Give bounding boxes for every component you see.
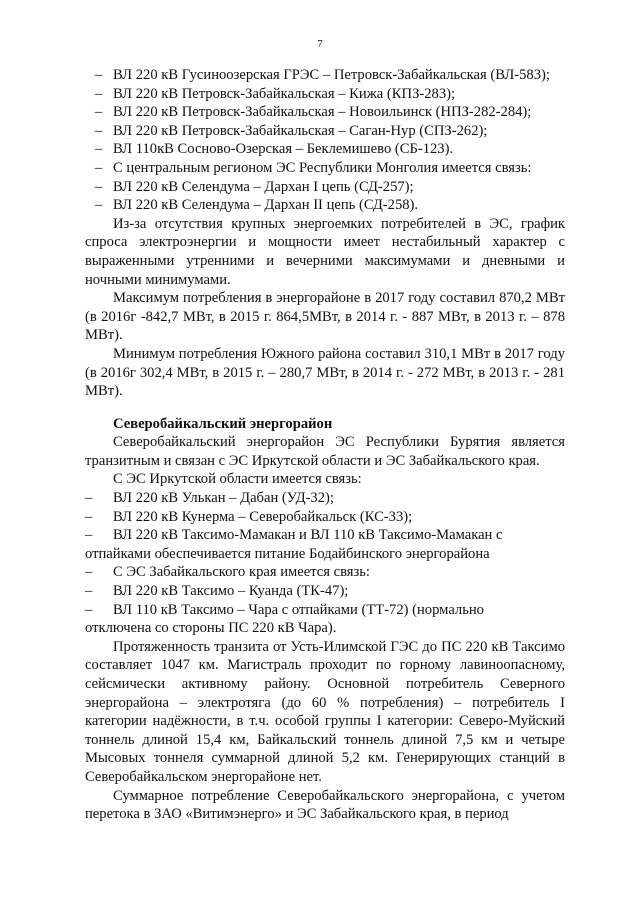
dash-marker: – bbox=[85, 490, 93, 507]
list-item: – ВЛ 220 кВ Гусиноозерская ГРЭС – Петровск-Забайкальская (ВЛ-583); bbox=[95, 67, 550, 83]
list-item-continuation: отключена со стороны ПС 220 кВ Чара). bbox=[85, 620, 337, 637]
list-item: – ВЛ 110 кВ Таксимо – Чара с отпайками (ТТ-72) (нормально bbox=[85, 601, 484, 618]
list-item: – ВЛ 220 кВ Селендума – Дархан I цепь (СД-257); bbox=[95, 178, 414, 195]
list-item: – ВЛ 220 кВ Таксимо-Мамакан и ВЛ 110 кВ Таксимо-Мамакан с bbox=[85, 527, 503, 544]
list-item: – ВЛ 220 кВ Селендума – Дархан II цепь (СД-258). bbox=[95, 197, 419, 214]
section-heading: Северобайкальский энергорайон bbox=[113, 415, 333, 432]
paragraph-demand-profile: Из-за отсутствия крупных энергоемких потребителей в ЭС, график спроса электроэнергии и мощности имеет нестабильный характер с выраженными утренними и вечерними максимумами и дневными и ночными минимумами. bbox=[85, 215, 565, 288]
dash-marker: – bbox=[85, 527, 93, 544]
paragraph-minimum-consumption: Минимум потребления Южного района составил 310,1 МВт в 2017 году (в 2016г 302,4 МВт, в 2015 г. – 280,7 МВт, в 2014 г. - 272 МВт, в 2013 г. - 281 МВт). bbox=[85, 345, 565, 400]
dash-marker: – bbox=[95, 141, 103, 158]
list-item: – С центральным регионом ЭС Республики Монголия имеется связь: bbox=[95, 159, 532, 176]
dash-marker: – bbox=[95, 104, 103, 121]
list-item: – ВЛ 220 кВ Улькан – Дабан (УД-32); bbox=[85, 490, 334, 507]
list-item: – ВЛ 110кВ Сосново-Озерская – Беклемишево (СБ-123). bbox=[95, 141, 454, 158]
list-item: – ВЛ 220 кВ Кунерма – Северобайкальск (КС-33); bbox=[85, 508, 413, 525]
dash-marker: – bbox=[95, 178, 103, 195]
list-item: – ВЛ 220 кВ Петровск-Забайкальская – Новоильинск (НПЗ-282-284); bbox=[95, 104, 532, 121]
list-item: – ВЛ 220 кВ Петровск-Забайкальская – Кижа (КПЗ-283); bbox=[95, 85, 456, 102]
paragraph-transit-description: Северобайкальский энергорайон ЭС Республики Бурятия является транзитным и связан с ЭС Иркутской области и ЭС Забайкальского края. bbox=[85, 434, 565, 469]
irkutsk-connections-intro: С ЭС Иркутской области имеется связь: bbox=[113, 471, 362, 488]
document-body bbox=[85, 66, 565, 824]
paragraph-maximum-consumption: Максимум потребления в энергорайоне в 2017 году составил 870,2 МВт (в 2016г -842,7 МВт, в 2015 г. 864,5МВт, в 2014 г. - 887 МВт, в 2013 г. – 878 МВт). bbox=[85, 290, 565, 344]
dash-marker: – bbox=[85, 601, 93, 618]
dash-marker: – bbox=[95, 122, 103, 139]
dash-marker: – bbox=[95, 197, 103, 214]
dash-marker: – bbox=[85, 564, 93, 581]
paragraph-total-consumption: Суммарное потребление Северобайкальского энергорайона, с учетом перетока в ЗАО «Витимэнерго» и ЭС Забайкальского края, в период bbox=[85, 787, 565, 823]
paragraph-transit-length: Протяженность транзита от Усть-Илимской ГЭС до ПС 220 кВ Таксимо составляет 1047 км. Магистраль проходит по горному лавиноопасному, сейсмически активному району. Основной потребитель Северного энергорайона – электротяга (до 60 % потребления) – потребитель I категории надёжности, в т.ч. особой группы I категории: Северо-Муйский тоннель длиной 15,4 км, Байкальский тоннель длиной 7,5 км и четыре Мысовых тоннеля суммарной длиной 5,2 км. Генерирующих станций в Северобайкальском энергорайоне нет. bbox=[85, 638, 565, 785]
dash-marker: – bbox=[85, 583, 93, 600]
dash-marker: – bbox=[95, 159, 103, 176]
dash-marker: – bbox=[85, 508, 93, 525]
dash-marker: – bbox=[95, 67, 103, 83]
list-item: – ВЛ 220 кВ Таксимо – Куанда (ТК-47); bbox=[85, 583, 349, 600]
list-item-continuation: отпайками обеспечивается питание Бодайбинского энергорайона bbox=[85, 545, 490, 562]
dash-marker: – bbox=[95, 85, 103, 102]
list-item: – ВЛ 220 кВ Петровск-Забайкальская – Саган-Нур (СПЗ-262); bbox=[95, 122, 488, 139]
list-item: – С ЭС Забайкальского края имеется связь: bbox=[85, 564, 370, 581]
page-number: 7 bbox=[317, 38, 323, 50]
